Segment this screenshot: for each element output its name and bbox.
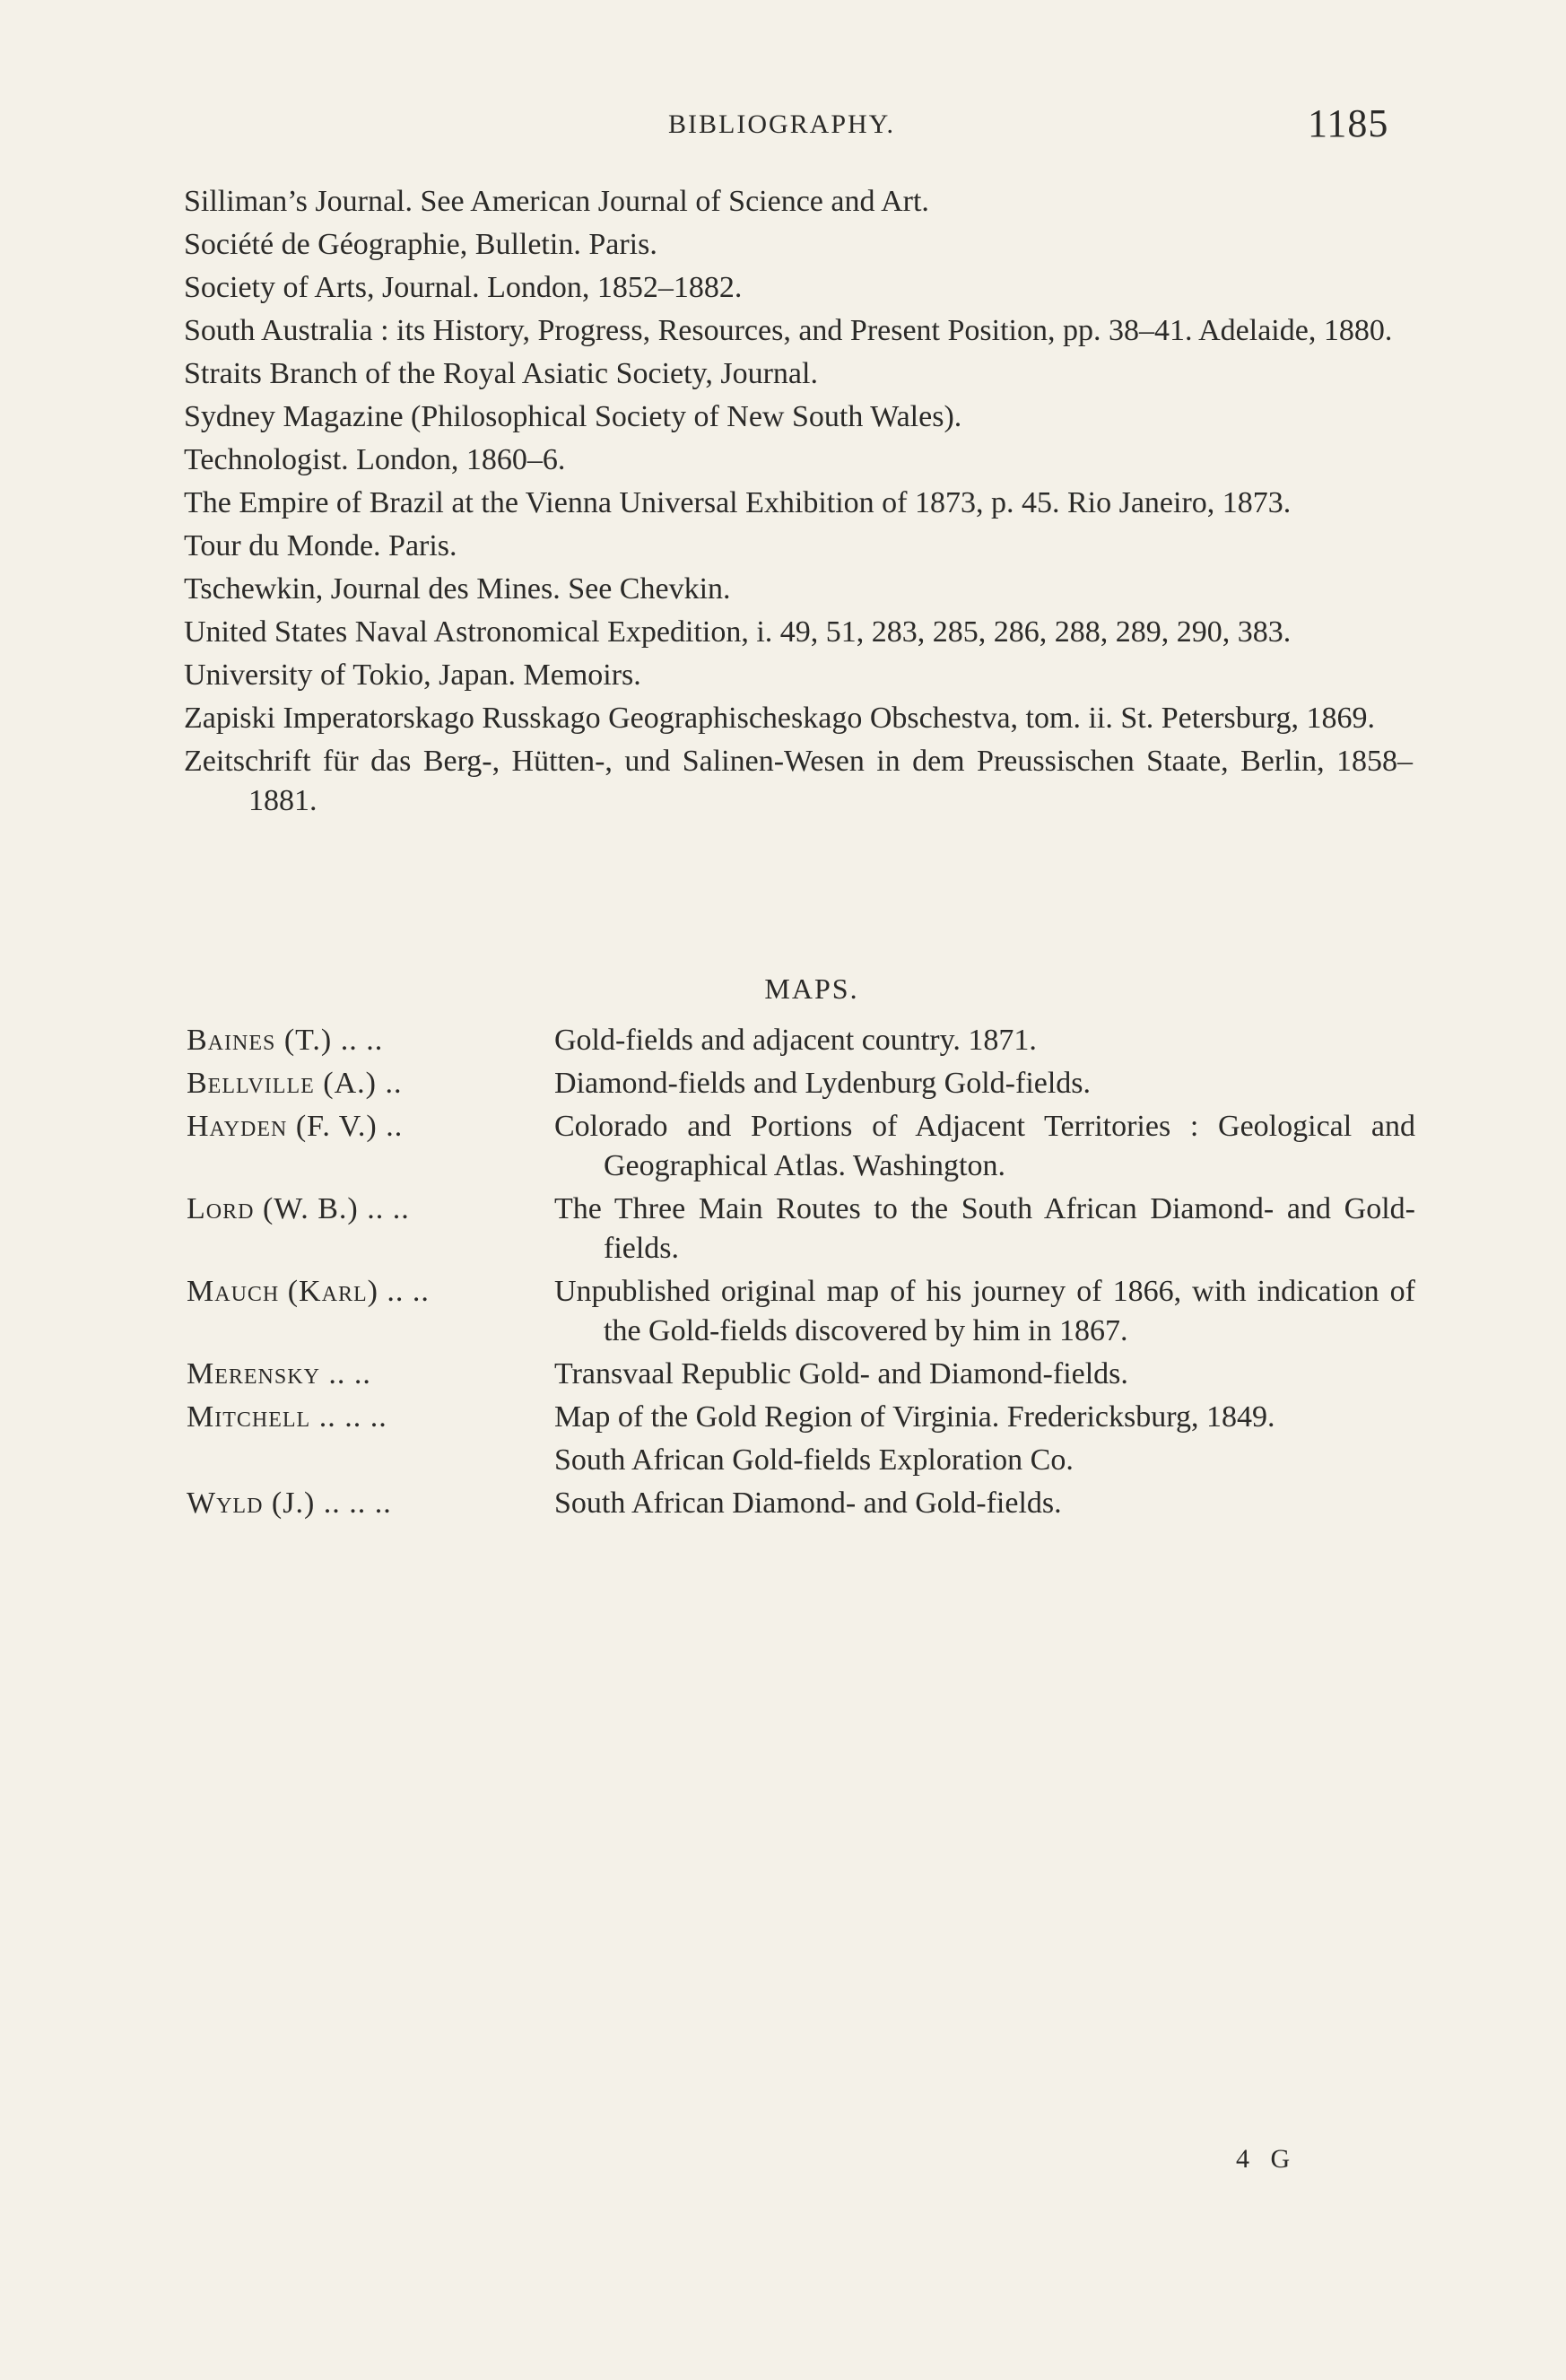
map-entry — [187, 1021, 1415, 1060]
bibliography-entry: The Empire of Brazil at the Vienna Universal Exhibition of 1873, p. 45. Rio Janeiro, 1873. — [184, 486, 1292, 519]
map-entry — [187, 1484, 1415, 1523]
map-title: Diamond-fields and Lydenburg Gold-fields. — [554, 1067, 1092, 1100]
page-number: 1185 — [1308, 101, 1389, 145]
map-entry — [187, 1272, 1415, 1351]
map-author: Bellville (A.) .. — [187, 1067, 403, 1100]
bibliography-entry: Sydney Magazine (Philosophical Society of New South Wales). — [184, 400, 962, 433]
map-entry — [187, 1190, 1415, 1268]
map-entry — [187, 1064, 1415, 1103]
bibliography-entry: United States Naval Astronomical Expedition, i. 49, 51, 283, 285, 286, 288, 289, 290, 383. — [184, 615, 1292, 649]
bibliography-entry: Zapiski Imperatorskago Russkago Geographischeskago Obschestva, tom. ii. St. Petersburg, 1869. — [184, 702, 1375, 735]
maps-section-heading — [0, 972, 1566, 1006]
running-title: BIBLIOGRAPHY. — [668, 109, 895, 139]
map-title: Unpublished original map of his journey of 1866, with indication of the Gold-fields discovered by him in 1867. — [554, 1275, 1415, 1347]
bibliography-entry: Straits Branch of the Royal Asiatic Society, Journal. — [184, 357, 818, 390]
map-entry — [187, 1355, 1415, 1394]
signature-mark: 4 G — [1236, 2144, 1298, 2174]
bibliography-entry: University of Tokio, Japan. Memoirs. — [184, 658, 641, 692]
map-author: Mauch (Karl) .. .. — [187, 1275, 430, 1308]
bibliography-entry: Zeitschrift für das Berg-, Hütten-, und Salinen-Wesen in dem Preussischen Staate, Berlin, 1858–1881. — [184, 745, 1413, 817]
map-title: Map of the Gold Region of Virginia. Fredericksburg, 1849. — [554, 1400, 1275, 1434]
map-author: Hayden (F. V.) .. — [187, 1110, 404, 1143]
bibliography-entry: Tschewkin, Journal des Mines. See Chevkin. — [184, 572, 731, 606]
map-author: Mitchell .. .. .. — [187, 1400, 387, 1434]
bibliography-entry: Société de Géographie, Bulletin. Paris. — [184, 228, 657, 261]
map-author: Merensky .. .. — [187, 1357, 371, 1391]
map-entry — [187, 1107, 1415, 1186]
map-title: Gold-fields and adjacent country. 1871. — [554, 1024, 1037, 1057]
map-title: Colorado and Portions of Adjacent Territories : Geological and Geographical Atlas. Washington. — [554, 1110, 1415, 1182]
map-author: Wyld (J.) .. .. .. — [187, 1486, 392, 1520]
bibliography-entry: South Australia : its History, Progress, Resources, and Present Position, pp. 38–41. Adelaide, 1880. — [184, 314, 1393, 347]
map-author: Baines (T.) .. .. — [187, 1024, 384, 1057]
map-title: The Three Main Routes to the South African Diamond- and Gold-fields. — [554, 1192, 1415, 1265]
map-author: Lord (W. B.) .. .. — [187, 1192, 410, 1225]
map-title: Transvaal Republic Gold- and Diamond-fields. — [554, 1357, 1128, 1391]
bibliography-entry: Society of Arts, Journal. London, 1852–1882. — [184, 271, 743, 304]
bibliography-entries — [184, 182, 1413, 824]
map-entry — [187, 1398, 1415, 1437]
bibliography-entry: Silliman’s Journal. See American Journal of Science and Art. — [184, 185, 929, 218]
maps-list — [187, 1021, 1415, 1527]
maps-heading-text: MAPS. — [764, 972, 859, 1005]
map-entry — [187, 1441, 1415, 1480]
bibliography-entry: Tour du Monde. Paris. — [184, 529, 457, 562]
map-title: South African Gold-fields Exploration Co. — [554, 1443, 1074, 1477]
map-author — [187, 1441, 554, 1480]
running-head — [0, 101, 1566, 151]
map-title: South African Diamond- and Gold-fields. — [554, 1486, 1062, 1520]
bibliography-entry: Technologist. London, 1860–6. — [184, 443, 566, 476]
